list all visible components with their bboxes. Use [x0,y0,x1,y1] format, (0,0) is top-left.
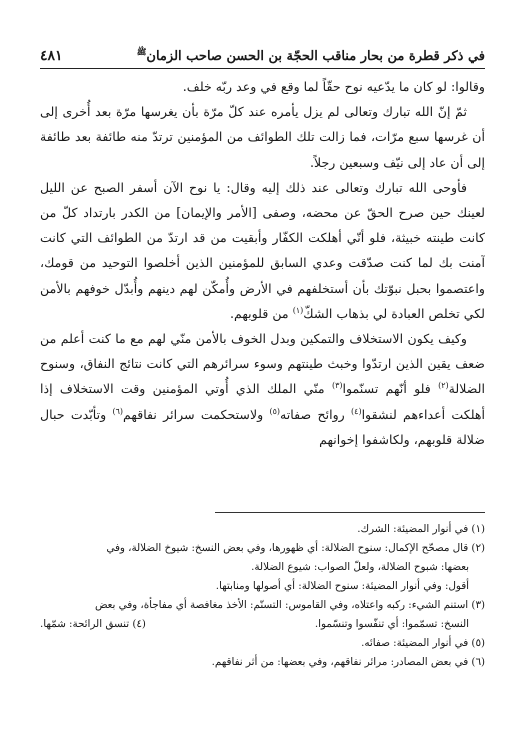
footnote-marker: (٤) [351,406,362,416]
header-rule [40,68,485,69]
paragraph [40,99,485,175]
footnote-marker: (٦) [112,406,124,416]
footnotes [40,520,485,710]
footnote [40,558,485,577]
footnote-text: أقول: وفي أنوار المضيئة: سنوح الضلالة: أي أصولها ومنابتها. [215,580,469,592]
footnote-text: النسخ: تسمّموا: أي تنفّسوا وتنسّموا. [314,618,469,630]
footnote-text: (٥) في أنوار المضيئة: صفائه. [361,637,485,649]
text-run: وتأبّدت حبال ضلالة قلوبهم، ولكاشفوا إخوانهم [40,406,485,447]
footnote [40,634,485,653]
footnote-marker: (٣) [331,381,343,391]
text-run: ثمّ إنّ الله تبارك وتعالى لم يزل يأمره عند كلّ مرّة بأن يغرسها مرّة بعد أُخرى إلى أن غرسها سبع مرّات، فما زالت تلك الطوائف من المؤمنين ترتدّ منه طائفة بعد طائفة إلى أن عاد إلى نيّف وسبعين رجلاً. [40,104,485,170]
footnote-text: (١) في أنوار المضيئة: الشرك. [357,523,485,535]
footnote [40,596,485,615]
footnote-marker: (٢) [438,381,449,391]
footnote-text: (٣) استنم الشيء: ركبه واعتلاه، وفي القاموس: التسنّم: الأخذ مغافصة أي مفاجأة، وفي بعض [94,599,485,611]
text-run: ولاستحكمت سرائر نفاقهم [123,406,270,422]
text-run: وكيف يكون الاستخلاف والتمكين وبدل الخوف بالأمن منّي لهم مع ما كنت أعلم من ضعف يقين الذين ارتدّوا وخبث طينتهم وسوء سرائرهم التي كانت نتائج النفاق، وسنوح الضلالة [40,331,485,397]
footnote-text: (٤) تنسق الرائحة: شمّها. [40,618,146,630]
text-run: فلو أنّهم تسنّموا [342,381,439,397]
text-run: روائح صفاته [280,406,352,422]
footnote-marker: (٥) [269,406,281,416]
paragraph [40,175,485,326]
main-text [40,74,485,502]
footnote [40,539,485,558]
footnote-text: بعضها: شبوح الضلالة، ولعلّ الصواب: شيوع الضلالة. [251,561,469,573]
page-number: ٤٨١ [40,48,63,64]
text-run: وقالوا: لو كان ما يدّعيه نوح حقّاً لما وقع في وعد ربّه خلف. [182,79,485,94]
footnote-text: (٢) قال مصحّح الإكمال: سنوح الضلالة: أي ظهورها، وفي بعض النسخ: شيوخ الضلالة، وفي [106,542,485,554]
chapter-title: في ذكر قطرة من بحار مناقب الحجّة بن الحسن صاحب الزمان$^ﷺ$ [136,46,485,64]
footnote [40,615,485,634]
honorific-symbol: ﷺ [136,46,147,57]
running-header [40,40,485,64]
text-run: منّي الملك الذي أُوتي المؤمنين وقت الاستخلاف إذا أهلكت أعداءهم لنشقوا [40,381,485,422]
footnote-text: (٦) في بعض المصادر: مرائر نفاقهم، وفي بعضها: من أثر نفاقهم. [211,656,485,668]
footnote [40,653,485,672]
footnote-separator [215,512,485,513]
paragraph [40,326,485,452]
footnote [40,520,485,539]
text-run: من قلوبهم. [229,305,293,321]
text-run: فأوحى الله تبارك وتعالى عند ذلك إليه وقال: يا نوح الآن أسفر الصبح عن الليل لعينك حين صرح الحقّ عن محضه، وصفى [الأمر والإيمان] من الكدر بارتداد كلّ من كانت طينته خبيثة، فلو أنّي أهلكت الكفّار وأبقيت من قد ارتدّ من الطوائف التي كانت آمنت بك لما كنت صدّقت وعدي السابق للمؤمنين الذين أخلصوا التوحيد من قومك، واعتصموا بحبل نبوّتك بأن أستخلفهم في الأرض وأُمكّن لهم دينهم وأُبدّل خوفهم بالأمن لكي تخلص العبادة لي بذهاب الشكّ [40,179,485,321]
footnote-marker: (١) [292,305,304,315]
footnote [40,577,485,596]
paragraph [40,74,485,99]
